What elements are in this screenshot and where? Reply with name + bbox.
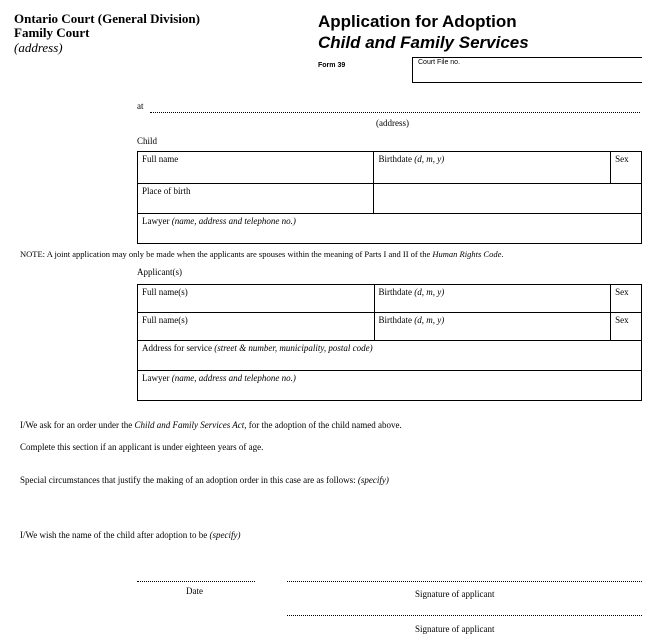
note-text-end: . bbox=[501, 249, 504, 259]
under-eighteen-instruction: Complete this section if an applicant is under eighteen years of age. bbox=[20, 442, 264, 452]
request-text-end: , for the adoption of the child named above. bbox=[244, 420, 402, 430]
child-sex-label: Sex bbox=[615, 154, 629, 164]
child-place-of-birth-extra[interactable] bbox=[374, 184, 642, 214]
applicant-lawyer-field[interactable] bbox=[138, 371, 642, 401]
applicant-address-label: Address for service bbox=[142, 343, 212, 353]
applicants-info-table bbox=[137, 284, 642, 401]
date-field[interactable] bbox=[137, 581, 255, 582]
child-info-table bbox=[137, 151, 642, 244]
child-full-name-label: Full name bbox=[142, 154, 179, 164]
applicant-1-full-name-field[interactable] bbox=[138, 285, 375, 313]
child-birthdate-label: Birthdate bbox=[378, 154, 412, 164]
special-circumstances-specify: (specify) bbox=[357, 475, 389, 485]
adoption-request-text bbox=[20, 420, 402, 430]
new-name-text: I/We wish the name of the child after adoption to be bbox=[20, 530, 208, 540]
applicant-address-hint: (street & number, municipality, postal code) bbox=[214, 343, 373, 353]
address-caption: (address) bbox=[376, 118, 409, 128]
new-name-specify: (specify) bbox=[209, 530, 241, 540]
new-name-label bbox=[20, 530, 240, 540]
date-label: Date bbox=[186, 586, 203, 596]
new-name-field[interactable] bbox=[20, 545, 640, 570]
signature-label-2: Signature of applicant bbox=[415, 624, 495, 634]
court-line-1: Ontario Court (General Division) bbox=[14, 11, 200, 26]
applicant-2-full-name-label: Full name(s) bbox=[142, 315, 188, 325]
court-location-field[interactable] bbox=[150, 112, 640, 113]
special-circumstances-field[interactable] bbox=[20, 490, 640, 520]
special-circumstances-label bbox=[20, 475, 389, 485]
signature-label-1: Signature of applicant bbox=[415, 589, 495, 599]
applicant-signature-2-field[interactable] bbox=[287, 615, 642, 616]
child-full-name-field[interactable] bbox=[138, 152, 374, 184]
applicant-1-sex-label: Sex bbox=[615, 287, 629, 297]
child-section-label: Child bbox=[137, 136, 158, 146]
applicant-address-field[interactable] bbox=[138, 341, 642, 371]
applicant-1-full-name-label: Full name(s) bbox=[142, 287, 188, 297]
note-code-name: Human Rights Code bbox=[432, 249, 502, 259]
special-circumstances-text: Special circumstances that justify the making of an adoption order in this case are as follows: bbox=[20, 475, 356, 485]
child-place-of-birth-field[interactable] bbox=[138, 184, 374, 214]
joint-application-note bbox=[20, 249, 503, 259]
court-file-label: Court File no. bbox=[418, 59, 461, 66]
child-lawyer-field[interactable] bbox=[138, 214, 642, 244]
applicant-2-sex-field[interactable] bbox=[611, 313, 642, 341]
applicant-2-birthdate-field[interactable] bbox=[374, 313, 611, 341]
applicant-1-birthdate-field[interactable] bbox=[374, 285, 611, 313]
applicant-2-sex-label: Sex bbox=[615, 315, 629, 325]
request-act-name: Child and Family Services Act bbox=[134, 420, 245, 430]
court-line-2: Family Court bbox=[14, 25, 90, 40]
note-label: NOTE: bbox=[20, 249, 46, 259]
applicant-lawyer-label: Lawyer bbox=[142, 373, 170, 383]
child-birthdate-field[interactable] bbox=[374, 152, 611, 184]
form-title: Application for Adoption bbox=[318, 12, 517, 31]
child-birthdate-format: (d, m, y) bbox=[414, 154, 445, 164]
applicant-lawyer-hint: (name, address and telephone no.) bbox=[171, 373, 296, 383]
applicant-1-birthdate-label: Birthdate bbox=[378, 287, 413, 297]
child-lawyer-label: Lawyer bbox=[142, 216, 170, 226]
applicant-2-birthdate-label: Birthdate bbox=[378, 315, 413, 325]
court-name bbox=[14, 12, 200, 40]
applicants-section-label: Applicant(s) bbox=[137, 267, 182, 277]
request-text-start: I/We ask for an order under the bbox=[20, 420, 133, 430]
child-lawyer-hint: (name, address and telephone no.) bbox=[171, 216, 296, 226]
court-address-caption: (address) bbox=[14, 40, 63, 55]
note-text: A joint application may only be made when the applicants are spouses within the meaning of Parts I and II of the bbox=[46, 249, 431, 259]
court-file-number-field[interactable] bbox=[412, 57, 642, 83]
form-subtitle: Child and Family Services bbox=[318, 33, 529, 52]
child-sex-field[interactable] bbox=[611, 152, 642, 184]
form-number: Form 39 bbox=[318, 62, 346, 69]
applicant-1-sex-field[interactable] bbox=[611, 285, 642, 313]
at-label: at bbox=[137, 101, 144, 111]
child-place-of-birth-label: Place of birth bbox=[142, 186, 191, 196]
applicant-2-birthdate-format: (d, m, y) bbox=[414, 315, 445, 325]
applicant-2-full-name-field[interactable] bbox=[138, 313, 375, 341]
applicant-signature-1-field[interactable] bbox=[287, 581, 642, 582]
applicant-1-birthdate-format: (d, m, y) bbox=[414, 287, 445, 297]
